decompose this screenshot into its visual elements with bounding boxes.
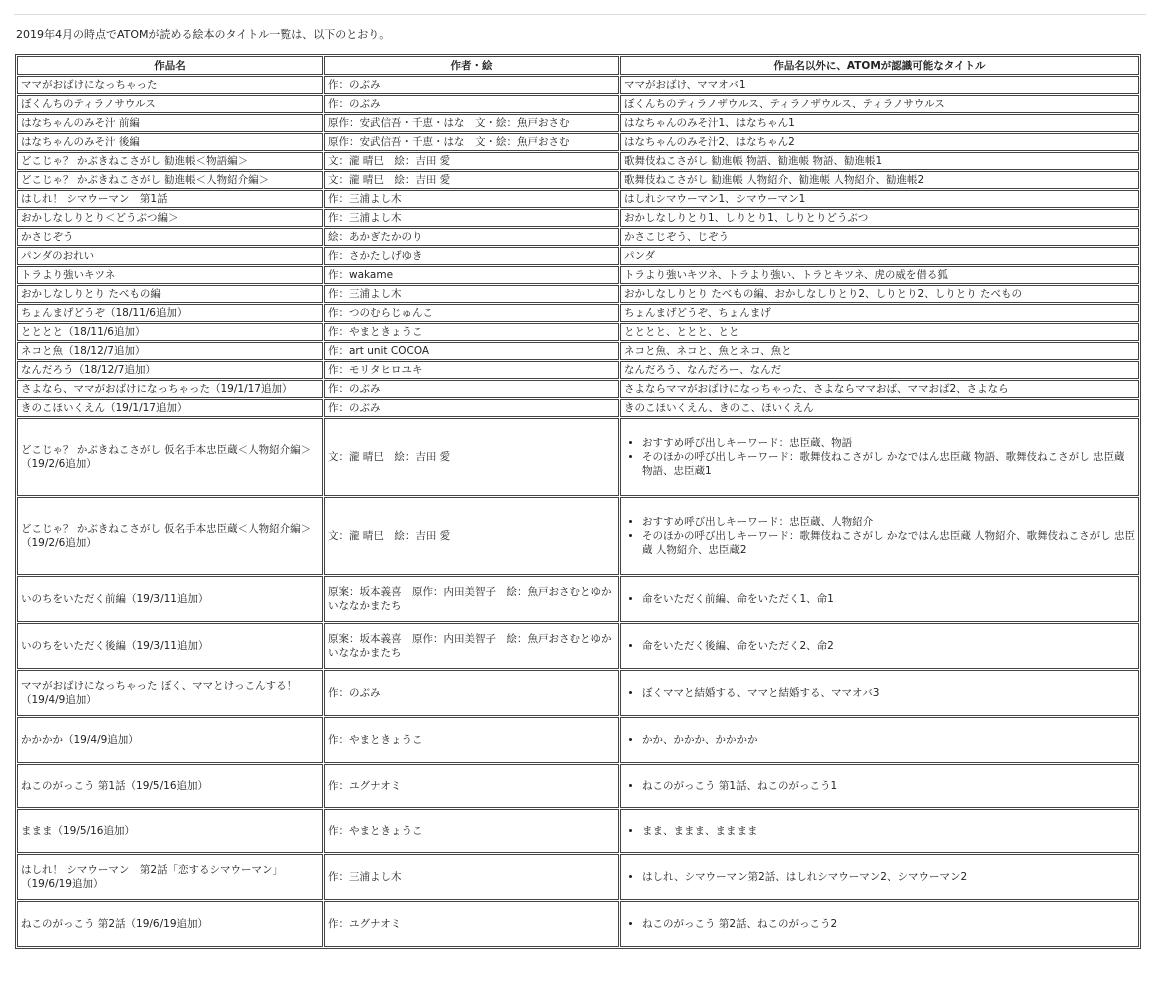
title-cell: どこじゃ？ かぶきねこさがし 仮名手本忠臣蔵＜人物紹介編＞（19/2/6追加） xyxy=(17,497,323,575)
author-cell: 作：ユグナオミ xyxy=(324,901,619,947)
author-cell: 原案：坂本義喜 原作：内田美智子 絵：魚戸おさむとゆかいななかまたち xyxy=(324,623,619,669)
author-cell: 文：瀧 晴巳 絵：吉田 愛 xyxy=(324,418,619,496)
table-row xyxy=(17,266,1139,284)
title-cell: どこじゃ？ かぶきねこさがし 仮名手本忠臣蔵＜人物紹介編＞（19/2/6追加） xyxy=(17,418,323,496)
title-cell: かさじぞう xyxy=(17,228,323,246)
title-cell: ねこのがっこう 第2話（19/6/19追加） xyxy=(17,901,323,947)
table-row xyxy=(17,497,1139,575)
table-row xyxy=(17,717,1139,763)
keyword-list xyxy=(624,436,1135,478)
author-cell: 作：さかたしげゆき xyxy=(324,247,619,265)
table-row xyxy=(17,171,1139,189)
keywords-cell xyxy=(620,854,1139,900)
title-cell: パンダのおれい xyxy=(17,247,323,265)
table-row xyxy=(17,114,1139,132)
keywords-cell: おかしなしりとり たべもの編、おかしなしりとり2、しりとり2、しりとり たべもの xyxy=(620,285,1139,303)
author-cell: 作：art unit COCOA xyxy=(324,342,619,360)
keywords-cell: 歌舞伎ねこさがし 勧進帳 物語、勧進帳 物語、勧進帳1 xyxy=(620,152,1139,170)
column-header-keywords: 作品名以外に、ATOMが認識可能なタイトル xyxy=(620,56,1139,75)
title-cell: おかしなしりとり＜どうぶつ編＞ xyxy=(17,209,323,227)
table-row xyxy=(17,323,1139,341)
author-cell: 作：のぶみ xyxy=(324,95,619,113)
author-cell: 作：つのむらじゅんこ xyxy=(324,304,619,322)
keywords-cell: ちょんまげどうぞ、ちょんまげ xyxy=(620,304,1139,322)
author-cell: 絵：あかぎたかのり xyxy=(324,228,619,246)
keyword-list xyxy=(624,515,1135,557)
title-cell: とととと（18/11/6追加） xyxy=(17,323,323,341)
keyword-item: • そのほかの呼び出しキーワード：歌舞伎ねこさがし かなではん忠臣蔵 物語、歌舞伎ねこさがし 忠臣蔵 物語、忠臣蔵1 xyxy=(642,450,1135,478)
table-row xyxy=(17,809,1139,853)
table-header-row xyxy=(17,56,1139,75)
table-row xyxy=(17,854,1139,900)
table-row xyxy=(17,764,1139,808)
table-row xyxy=(17,670,1139,716)
keywords-cell: トラより強いキツネ、トラより強い、トラとキツネ、虎の威を借る狐 xyxy=(620,266,1139,284)
keywords-cell: ママがおばけ、ママオバ1 xyxy=(620,76,1139,94)
title-cell: ママがおばけになっちゃった xyxy=(17,76,323,94)
title-cell: なんだろう（18/12/7追加） xyxy=(17,361,323,379)
title-cell: どこじゃ？ かぶきねこさがし 勧進帳＜物語編＞ xyxy=(17,152,323,170)
keyword-item: • まま、ままま、まままま xyxy=(642,824,1135,838)
keyword-list xyxy=(624,686,1135,700)
author-cell: 作：のぶみ xyxy=(324,380,619,398)
author-cell: 原作：安武信吾・千恵・はな 文・絵：魚戸おさむ xyxy=(324,133,619,151)
title-cell: はなちゃんのみそ汁 後編 xyxy=(17,133,323,151)
author-cell: 文：瀧 晴巳 絵：吉田 愛 xyxy=(324,171,619,189)
keyword-item: • ねこのがっこう 第1話、ねこのがっこう1 xyxy=(642,779,1135,793)
table-row xyxy=(17,247,1139,265)
title-cell: さよなら、ママがおばけになっちゃった（19/1/17追加） xyxy=(17,380,323,398)
title-cell: いのちをいただく後編（19/3/11追加） xyxy=(17,623,323,669)
author-cell: 作：三浦よし木 xyxy=(324,209,619,227)
author-cell: 作：やまときょうこ xyxy=(324,717,619,763)
author-cell: 作：モリタヒロユキ xyxy=(324,361,619,379)
keyword-item: • はしれ、シマウーマン第2話、はしれシマウーマン2、シマウーマン2 xyxy=(642,870,1135,884)
author-cell: 文：瀧 晴巳 絵：吉田 愛 xyxy=(324,497,619,575)
keywords-cell xyxy=(620,418,1139,496)
author-cell: 作：三浦よし木 xyxy=(324,190,619,208)
table-row xyxy=(17,342,1139,360)
author-cell: 作：のぶみ xyxy=(324,399,619,417)
keyword-item: • 命をいただく前編、命をいただく1、命1 xyxy=(642,592,1135,606)
author-cell: 作：三浦よし木 xyxy=(324,854,619,900)
keywords-cell: きのこほいくえん、きのこ、ほいくえん xyxy=(620,399,1139,417)
keywords-cell xyxy=(620,497,1139,575)
title-cell: かかかか（19/4/9追加） xyxy=(17,717,323,763)
keywords-cell: パンダ xyxy=(620,247,1139,265)
keyword-list xyxy=(624,917,1135,931)
author-cell: 作：のぶみ xyxy=(324,76,619,94)
keywords-cell: ネコと魚、ネコと、魚とネコ、魚と xyxy=(620,342,1139,360)
table-row xyxy=(17,228,1139,246)
column-header-title: 作品名 xyxy=(17,56,323,75)
keyword-list xyxy=(624,639,1135,653)
title-cell: きのこほいくえん（19/1/17追加） xyxy=(17,399,323,417)
author-cell: 文：瀧 晴巳 絵：吉田 愛 xyxy=(324,152,619,170)
title-cell: ままま（19/5/16追加） xyxy=(17,809,323,853)
title-cell: はしれ！ シマウーマン 第2話「恋するシマウーマン」（19/6/19追加） xyxy=(17,854,323,900)
keyword-item: • かか、かかか、かかかか xyxy=(642,733,1135,747)
keywords-cell: なんだろう、なんだろー、なんだ xyxy=(620,361,1139,379)
keywords-cell xyxy=(620,717,1139,763)
table-row xyxy=(17,133,1139,151)
title-cell: はしれ！ シマウーマン 第1話 xyxy=(17,190,323,208)
intro-text: 2019年4月の時点でATOMが読める絵本のタイトル一覧は、以下のとおり。 xyxy=(16,28,391,41)
keywords-cell: はしれシマウーマン1、シマウーマン1 xyxy=(620,190,1139,208)
keyword-item: • 命をいただく後編、命をいただく2、命2 xyxy=(642,639,1135,653)
keywords-cell: 歌舞伎ねこさがし 勧進帳 人物紹介、勧進帳 人物紹介、勧進帳2 xyxy=(620,171,1139,189)
keyword-item: • おすすめ呼び出しキーワード：忠臣蔵、人物紹介 xyxy=(642,515,1135,529)
title-cell: はなちゃんのみそ汁 前編 xyxy=(17,114,323,132)
table-row xyxy=(17,304,1139,322)
title-cell: ちょんまげどうぞ（18/11/6追加） xyxy=(17,304,323,322)
author-cell: 作：wakame xyxy=(324,266,619,284)
table-row xyxy=(17,380,1139,398)
keywords-cell: とととと、ととと、とと xyxy=(620,323,1139,341)
keywords-cell xyxy=(620,623,1139,669)
author-cell: 作：三浦よし木 xyxy=(324,285,619,303)
picture-book-table xyxy=(15,54,1141,949)
author-cell: 原作：安武信吾・千恵・はな 文・絵：魚戸おさむ xyxy=(324,114,619,132)
keyword-item: • おすすめ呼び出しキーワード：忠臣蔵、物語 xyxy=(642,436,1135,450)
title-cell: おかしなしりとり たべもの編 xyxy=(17,285,323,303)
table-row xyxy=(17,623,1139,669)
table-row xyxy=(17,76,1139,94)
table-row xyxy=(17,152,1139,170)
keywords-cell xyxy=(620,901,1139,947)
table-row xyxy=(17,190,1139,208)
title-cell: ぼくんちのティラノサウルス xyxy=(17,95,323,113)
keyword-item: • ねこのがっこう 第2話、ねこのがっこう2 xyxy=(642,917,1135,931)
author-cell: 原案：坂本義喜 原作：内田美智子 絵：魚戸おさむとゆかいななかまたち xyxy=(324,576,619,622)
keywords-cell: はなちゃんのみそ汁2、はなちゃん2 xyxy=(620,133,1139,151)
keyword-list xyxy=(624,870,1135,884)
table-row xyxy=(17,361,1139,379)
keyword-list xyxy=(624,592,1135,606)
table-row xyxy=(17,901,1139,947)
keywords-cell: はなちゃんのみそ汁1、はなちゃん1 xyxy=(620,114,1139,132)
keywords-cell: さよならママがおばけになっちゃった、さよならママおば、ママおば2、さよなら xyxy=(620,380,1139,398)
title-cell: ママがおばけになっちゃった ぼく、ママとけっこんする！（19/4/9追加） xyxy=(17,670,323,716)
table-row xyxy=(17,209,1139,227)
keywords-cell: かさこじぞう、じぞう xyxy=(620,228,1139,246)
keywords-cell xyxy=(620,576,1139,622)
table-row xyxy=(17,285,1139,303)
keyword-list xyxy=(624,779,1135,793)
author-cell: 作：ユグナオミ xyxy=(324,764,619,808)
title-cell: どこじゃ？ かぶきねこさがし 勧進帳＜人物紹介編＞ xyxy=(17,171,323,189)
table-row xyxy=(17,418,1139,496)
title-cell: ネコと魚（18/12/7追加） xyxy=(17,342,323,360)
title-cell: いのちをいただく前編（19/3/11追加） xyxy=(17,576,323,622)
author-cell: 作：のぶみ xyxy=(324,670,619,716)
keywords-cell: おかしなしりとり1、しりとり1、しりとりどうぶつ xyxy=(620,209,1139,227)
table-row xyxy=(17,576,1139,622)
keywords-cell: ぼくんちのティラノザウルス、ティラノザウルス、ティラノサウルス xyxy=(620,95,1139,113)
title-cell: トラより強いキツネ xyxy=(17,266,323,284)
keywords-cell xyxy=(620,764,1139,808)
keywords-cell xyxy=(620,809,1139,853)
author-cell: 作：やまときょうこ xyxy=(324,323,619,341)
top-divider xyxy=(14,14,1146,15)
keywords-cell xyxy=(620,670,1139,716)
keyword-item: • そのほかの呼び出しキーワード：歌舞伎ねこさがし かなではん忠臣蔵 人物紹介、歌舞伎ねこさがし 忠臣蔵 人物紹介、忠臣蔵2 xyxy=(642,529,1135,557)
keyword-list xyxy=(624,733,1135,747)
column-header-author: 作者・絵 xyxy=(324,56,619,75)
author-cell: 作：やまときょうこ xyxy=(324,809,619,853)
keyword-item: • ぼくママと結婚する、ママと結婚する、ママオバ3 xyxy=(642,686,1135,700)
title-cell: ねこのがっこう 第1話（19/5/16追加） xyxy=(17,764,323,808)
keyword-list xyxy=(624,824,1135,838)
table-row xyxy=(17,399,1139,417)
table-row xyxy=(17,95,1139,113)
